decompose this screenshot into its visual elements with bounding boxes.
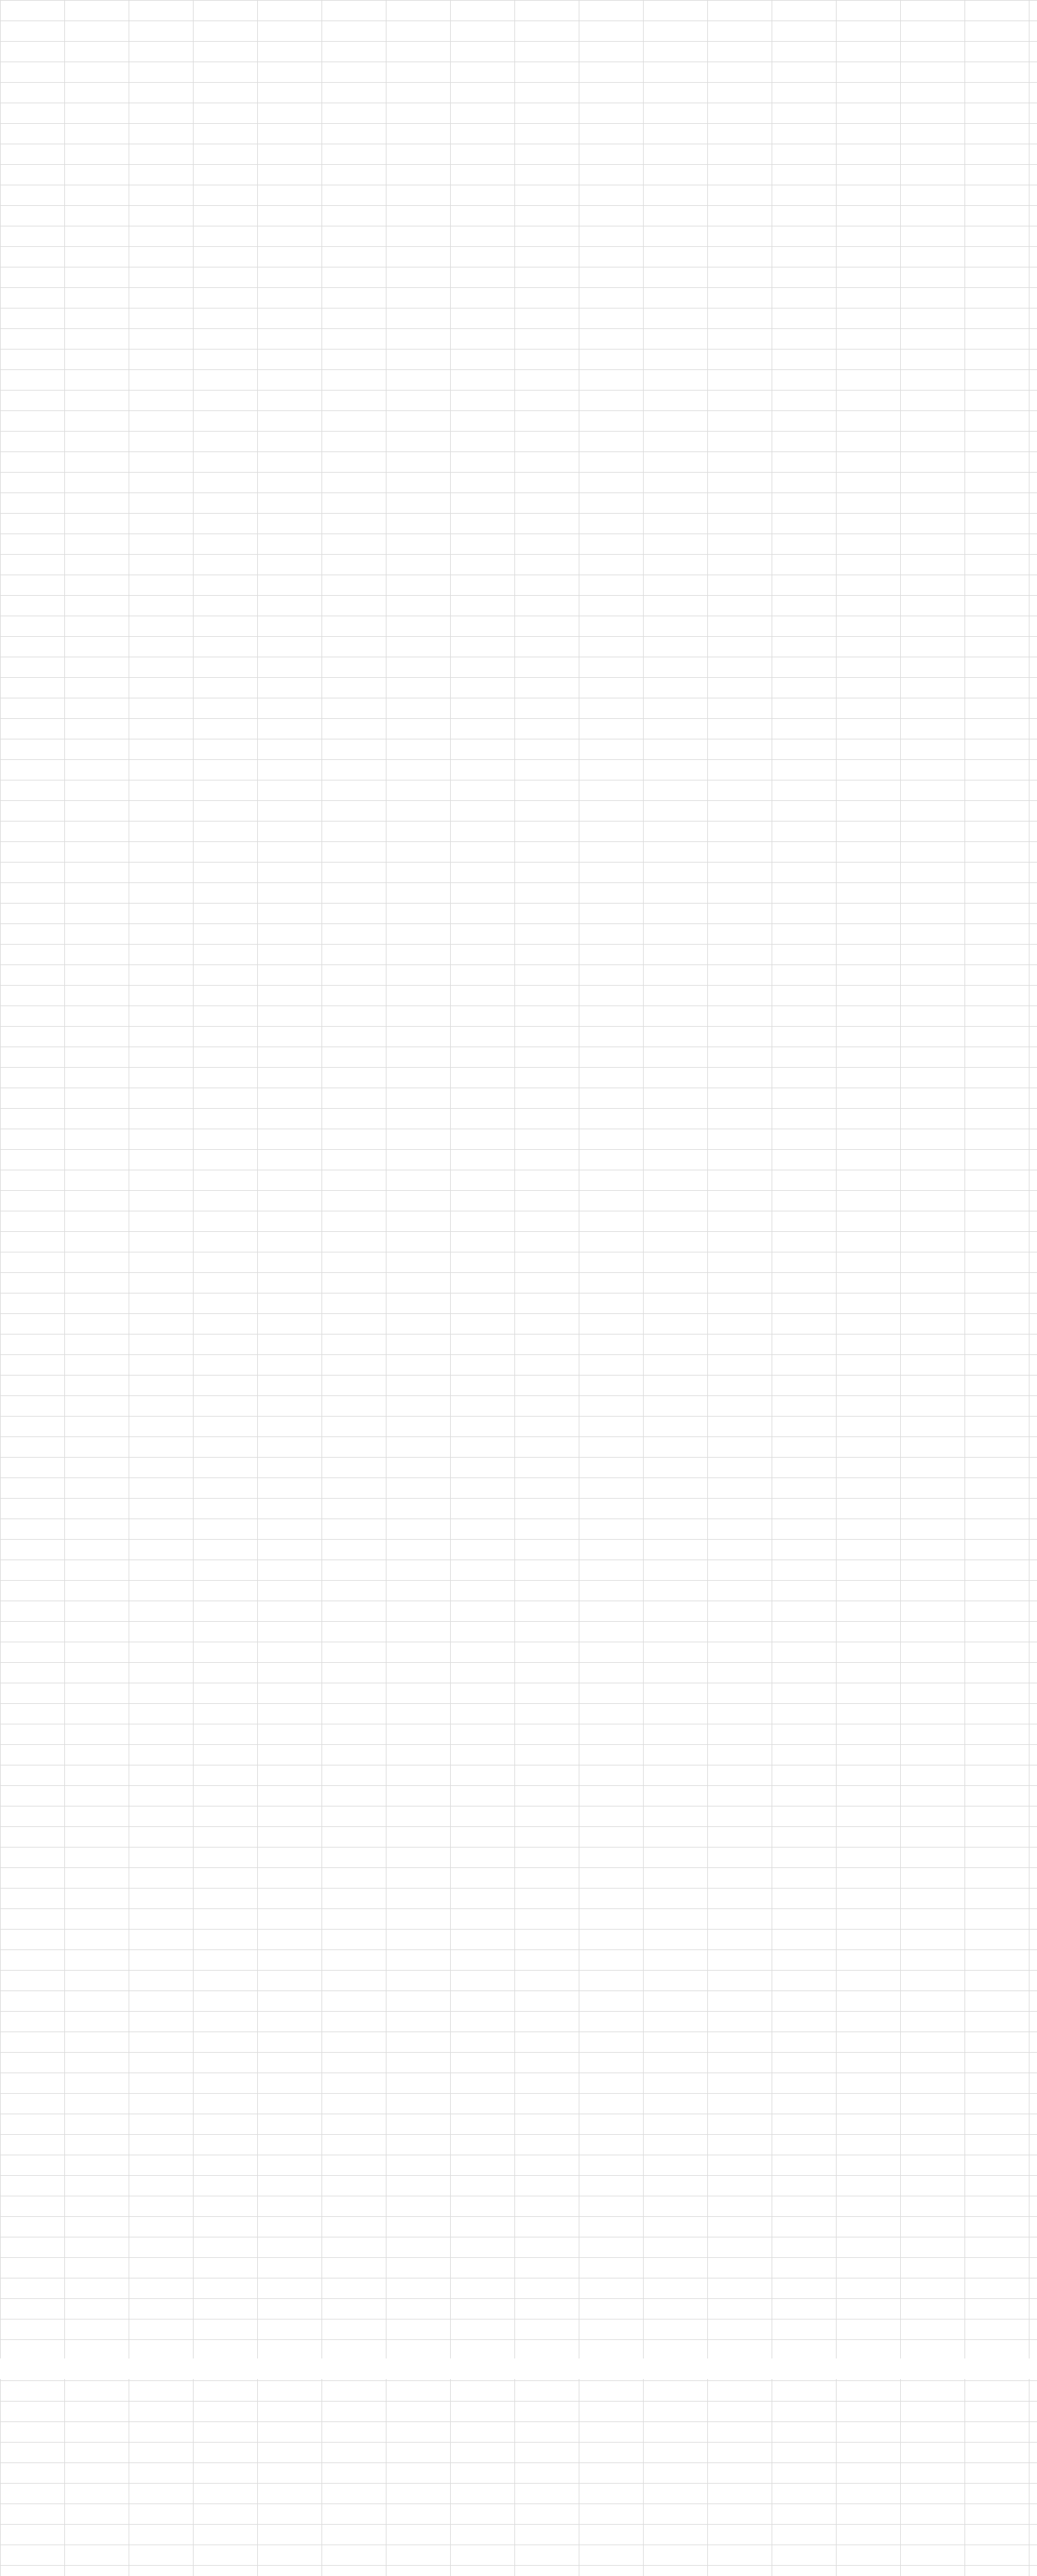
footer-note xyxy=(0,2358,1037,2379)
